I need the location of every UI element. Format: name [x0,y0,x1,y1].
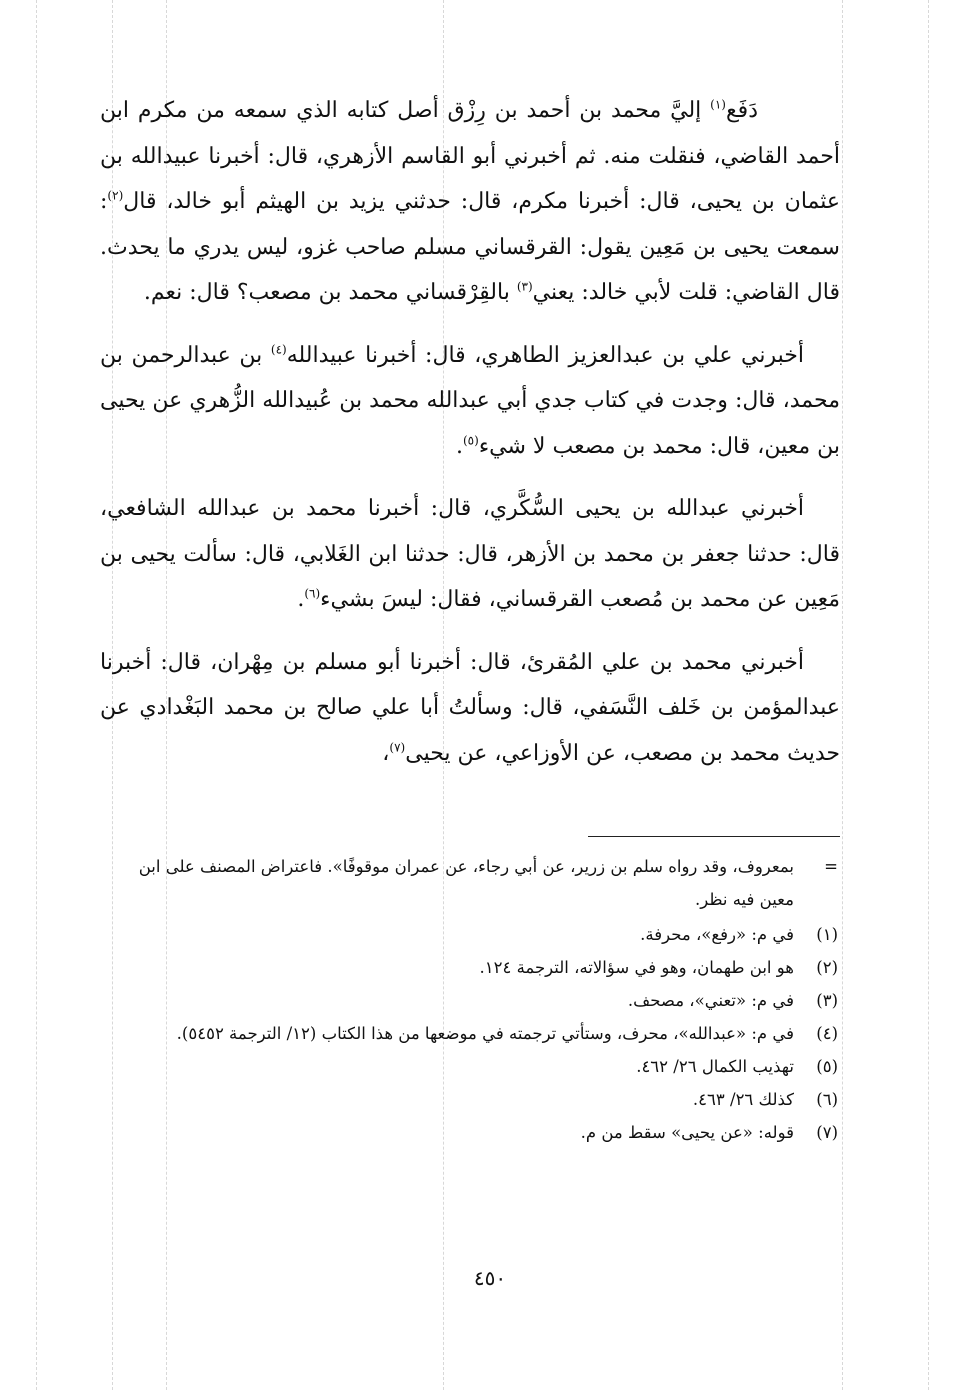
paragraph: دَفَع$^{(١)}$ إليَّ محمد بن أحمد بن رِزْق أصل كتابه الذي سمعه من مكرم ابن أحمد القاضي، فنقلت منه. ثم أخبرني أبو القاسم الأزهري، قال: أخبرنا عبيدالله بن عثمان بن يحيى، قال: أخبرنا مكرم، قال: حدثني يزيد بن الهيثم أبو خالد، قال$^{(٢)}$: سمعت يحيى بن مَعِين يقول: القرقساني مسلم صاحب غزو، ليس يدري ما يحدث. قال القاضي: قلت لأبي خالد: يعني$^{(٣)}$ بالقِرْقساني محمد بن مصعب؟ قال: نعم. [100,97,840,305]
footnote-item [110,918,838,951]
footnote-item [110,1017,838,1050]
footnote-continuation-text: بمعروف، وقد رواه سلم بن زرير، عن أبي رجاء، عن عمران موقوفًا». فاعتراض المصنف على ابن معين فيه نظر. [138,857,794,909]
footnote-item [110,1116,838,1149]
footnote-number: (٥) [816,1057,838,1076]
footnote-number: (٣) [816,991,838,1010]
footnote-continuation [110,850,838,916]
footnote-item [110,1083,838,1116]
footnote-number: (٦) [816,1090,838,1109]
footnote-number: (٢) [816,958,838,977]
footnote-number: (٧) [816,1123,838,1142]
paragraph: أخبرني علي بن عبدالعزيز الطاهري، قال: أخبرنا عبيدالله$^{(٤)}$ بن عبدالرحمن بن محمد، قال: وجدت في كتاب جدي أبي عبدالله محمد بن عُبيدالله الزُّهري عن يحيى بن معين، قال: محمد بن مصعب لا شيء$^{(٥)}$. [100,342,840,459]
footnote-text: كذلك ٢٦/ ٤٦٣. [692,1090,794,1109]
scan-guide-line [842,0,843,1390]
footnote-item [110,984,838,1017]
footnote-text: في م: «رفع»، محرفة. [640,925,794,944]
main-text [100,88,840,793]
footnote-separator [588,836,840,837]
continuation-mark: = [824,857,838,876]
footnote-list [110,918,838,1149]
footnotes [110,850,838,1149]
scan-guide-line [36,0,37,1390]
footnote-number: (١) [816,925,838,944]
scan-guide-line [928,0,929,1390]
footnote-text: تهذيب الكمال ٢٦/ ٤٦٢. [636,1057,794,1076]
paragraph: أخبرني محمد بن علي المُقرئ، قال: أخبرنا أبو مسلم بن مِهْران، قال: أخبرنا عبدالمؤمن بن خَلف النَّسَفي، قال: وسألتُ أبا علي صالح بن محمد البَغْدادي عن حديث محمد بن مصعب، عن الأوزاعي، عن يحيى$^{(٧)}$، [100,649,840,766]
footnote-number: (٤) [816,1024,838,1043]
footnote-text: هو ابن طهمان، وهو في سؤالاته، الترجمة ١٢٤. [479,958,794,977]
footnote-text: في م: «تعني»، مصحف. [627,991,794,1010]
page-number: ٤٥٠ [473,1266,507,1290]
paragraph: أخبرني عبدالله بن يحيى السُّكَّري، قال: أخبرنا محمد بن عبدالله الشافعي، قال: حدثنا جعفر بن محمد بن الأزهر، قال: حدثنا ابن الغَلابي، قال: سألت يحيى بن مَعِين عن محمد بن مُصعب القرقساني، فقال: ليسَ بشيء$^{(٦)}$. [100,496,840,612]
footnote-item [110,1050,838,1083]
footnote-text: قوله: «عن يحيى» سقط من م. [580,1123,794,1142]
footnote-item [110,951,838,984]
footnote-text: في م: «عبدالله»، محرف، وستأتي ترجمته في موضعها من هذا الكتاب (١٢/ الترجمة ٥٤٥٢). [176,1024,794,1043]
